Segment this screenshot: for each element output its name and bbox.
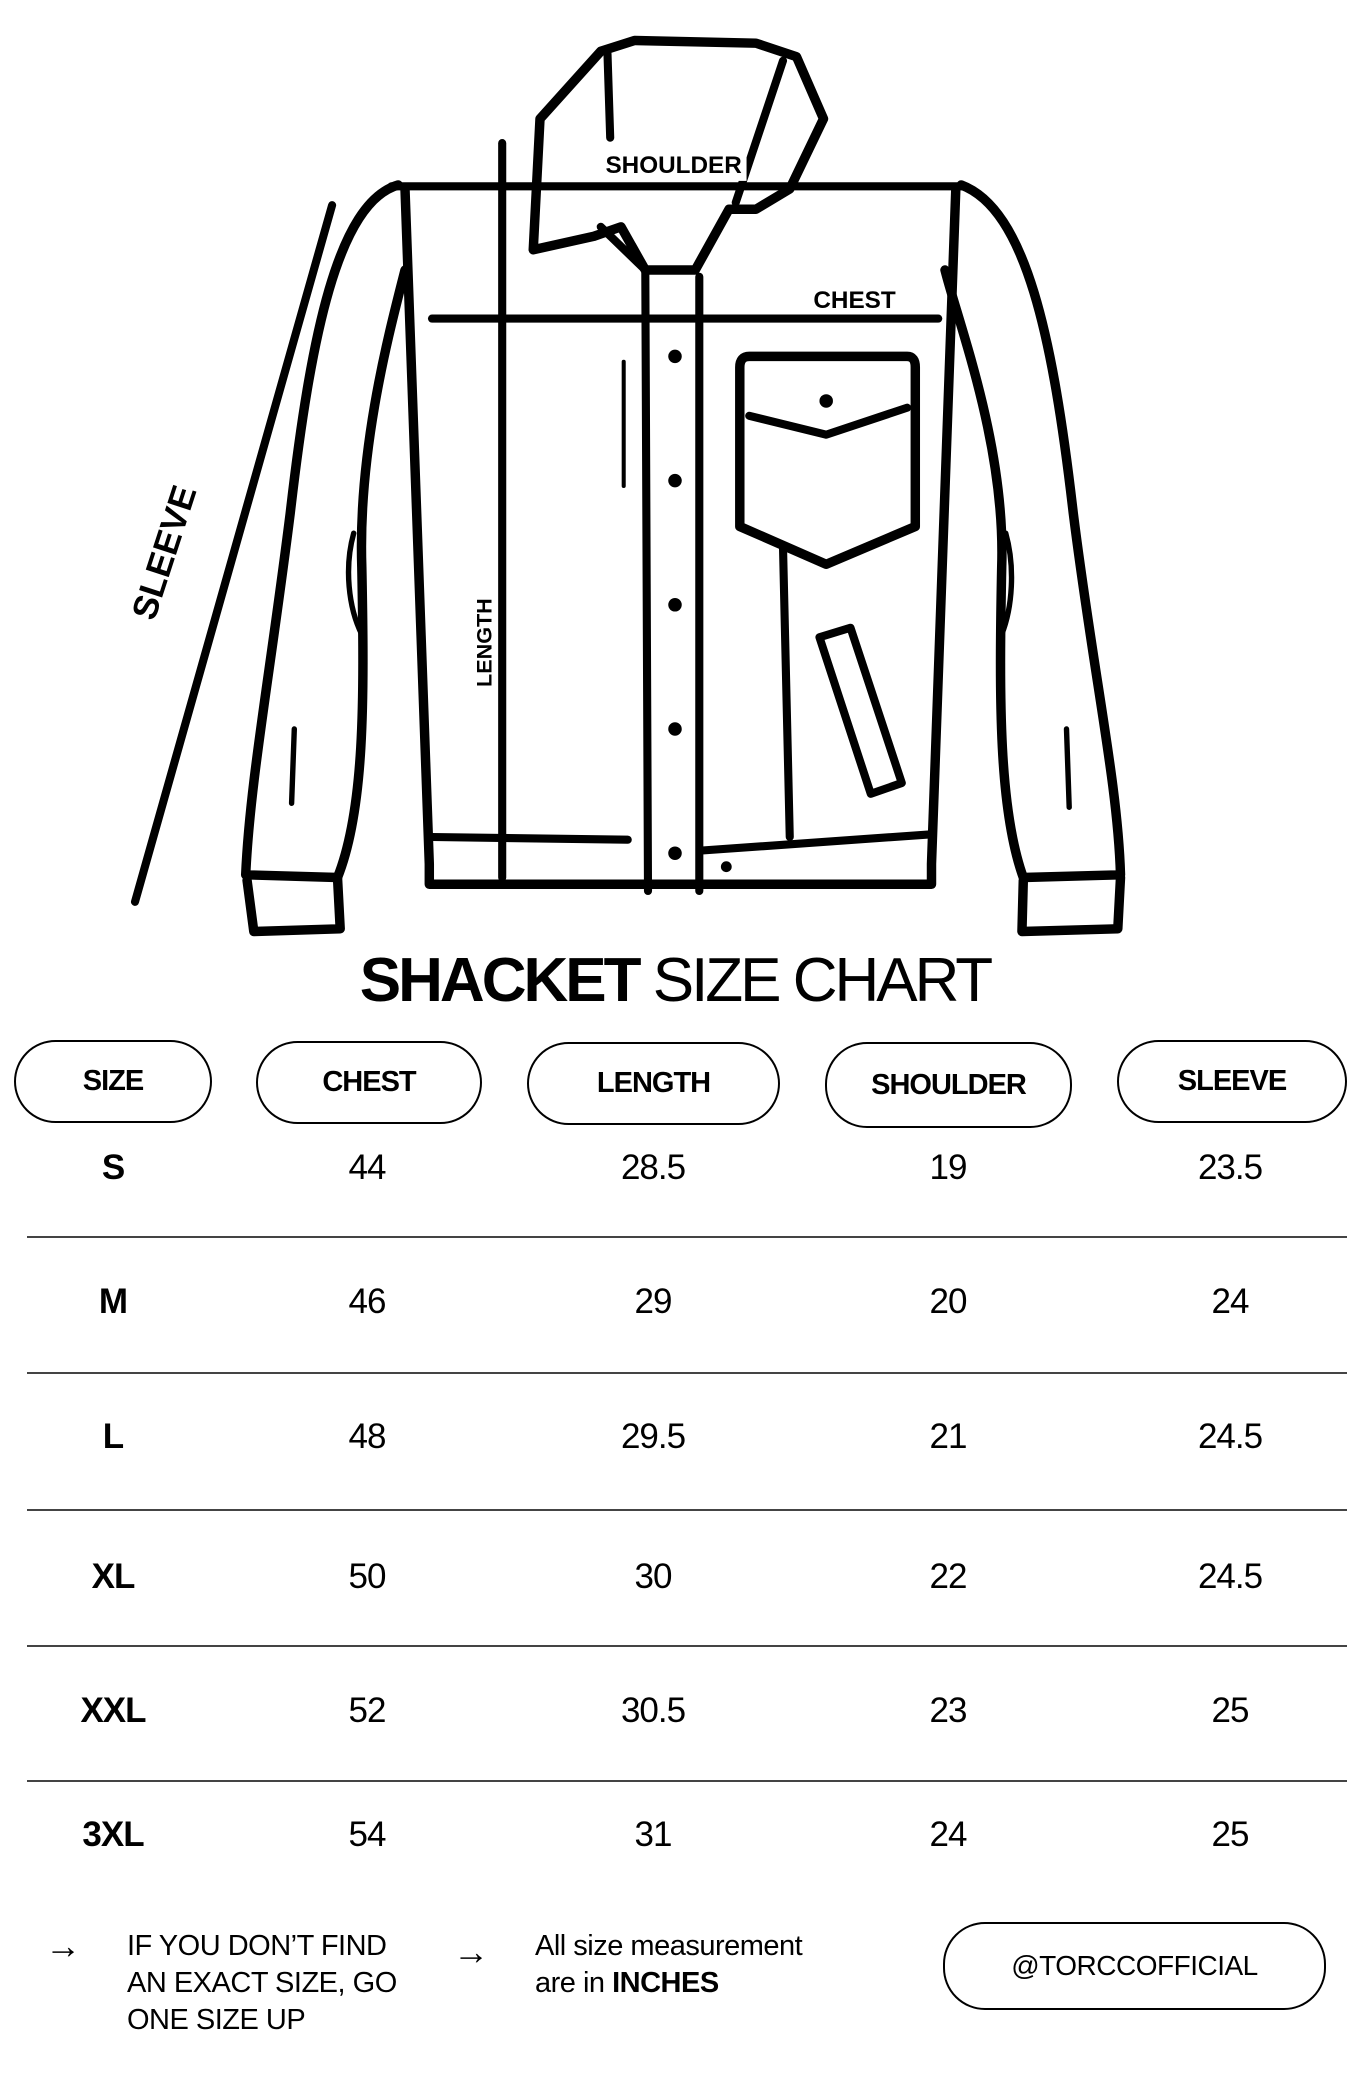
measurement-value: 28.5 <box>620 1148 686 1187</box>
measurement-value: 23.5 <box>1197 1148 1263 1187</box>
note-line: ONE SIZE UP <box>127 2004 306 2036</box>
measurement-value: 25 <box>1211 1815 1249 1854</box>
page-title <box>0 946 1350 1016</box>
size-label: M <box>98 1282 128 1321</box>
measurement-value: 30 <box>634 1557 672 1596</box>
header-size: SIZE <box>14 1040 212 1123</box>
measurement-value: 44 <box>348 1148 386 1187</box>
size-label: L <box>102 1417 124 1456</box>
header-length: LENGTH <box>527 1042 780 1125</box>
measurement-value: 54 <box>348 1815 386 1854</box>
right-sleeve <box>945 185 1121 878</box>
measurement-value: 29.5 <box>620 1417 686 1456</box>
length-label: LENGTH <box>471 598 497 687</box>
measurement-value: 48 <box>348 1417 386 1456</box>
header-sleeve: SLEEVE <box>1117 1040 1347 1123</box>
sleeve-label: SLEEVE <box>124 480 205 625</box>
size-label: XXL <box>80 1691 146 1730</box>
measurement-value: 31 <box>634 1815 672 1854</box>
social-handle[interactable]: @TORCCOFFICIAL <box>943 1922 1326 2010</box>
measurement-value: 52 <box>348 1691 386 1730</box>
chest-label: CHEST <box>813 286 896 314</box>
measurement-value: 25 <box>1211 1691 1249 1730</box>
measurement-value: 20 <box>929 1282 967 1321</box>
jacket-measurement-diagram <box>0 0 1350 945</box>
chest-pocket <box>740 356 916 564</box>
title-bold: SHACKET <box>359 946 639 1015</box>
note-line: All size measurement <box>535 1930 803 1962</box>
measurement-value: 24 <box>1211 1282 1249 1321</box>
header-shoulder: SHOULDER <box>825 1042 1072 1128</box>
arrow-icon: → <box>45 1925 81 1966</box>
measurement-value: 50 <box>348 1557 386 1596</box>
measurement-value: 46 <box>348 1282 386 1321</box>
left-sleeve <box>246 185 405 878</box>
row-divider <box>27 1645 1347 1647</box>
row-divider <box>27 1372 1347 1374</box>
measurement-value: 24.5 <box>1197 1557 1263 1596</box>
note-line: AN EXACT SIZE, GO <box>127 1967 397 1999</box>
measurement-value: 24.5 <box>1197 1417 1263 1456</box>
shoulder-label: SHOULDER <box>605 151 742 179</box>
row-divider <box>27 1509 1347 1511</box>
measurement-value: 23 <box>929 1691 967 1730</box>
note-line <box>535 1965 802 2002</box>
note-size-up <box>127 1928 397 2039</box>
size-label: XL <box>91 1557 135 1596</box>
hand-pocket <box>819 628 901 794</box>
header-chest: CHEST <box>256 1041 482 1124</box>
note-line: IF YOU DON’T FIND <box>127 1930 387 1962</box>
title-regular: SIZE CHART <box>652 946 991 1015</box>
measurement-value: 19 <box>929 1148 967 1187</box>
note-prefix: are in <box>535 1967 613 1999</box>
measurement-value: 21 <box>929 1417 967 1456</box>
measurement-value: 30.5 <box>620 1691 686 1730</box>
note-units <box>535 1928 802 2002</box>
note-units-bold: INCHES <box>612 1967 719 1999</box>
row-divider <box>27 1780 1347 1782</box>
measurement-value: 22 <box>929 1557 967 1596</box>
measurement-value: 29 <box>634 1282 672 1321</box>
size-label: S <box>101 1148 125 1187</box>
measurement-value: 24 <box>929 1815 967 1854</box>
arrow-icon: → <box>453 1931 489 1972</box>
row-divider <box>27 1236 1347 1238</box>
size-label: 3XL <box>82 1815 144 1854</box>
